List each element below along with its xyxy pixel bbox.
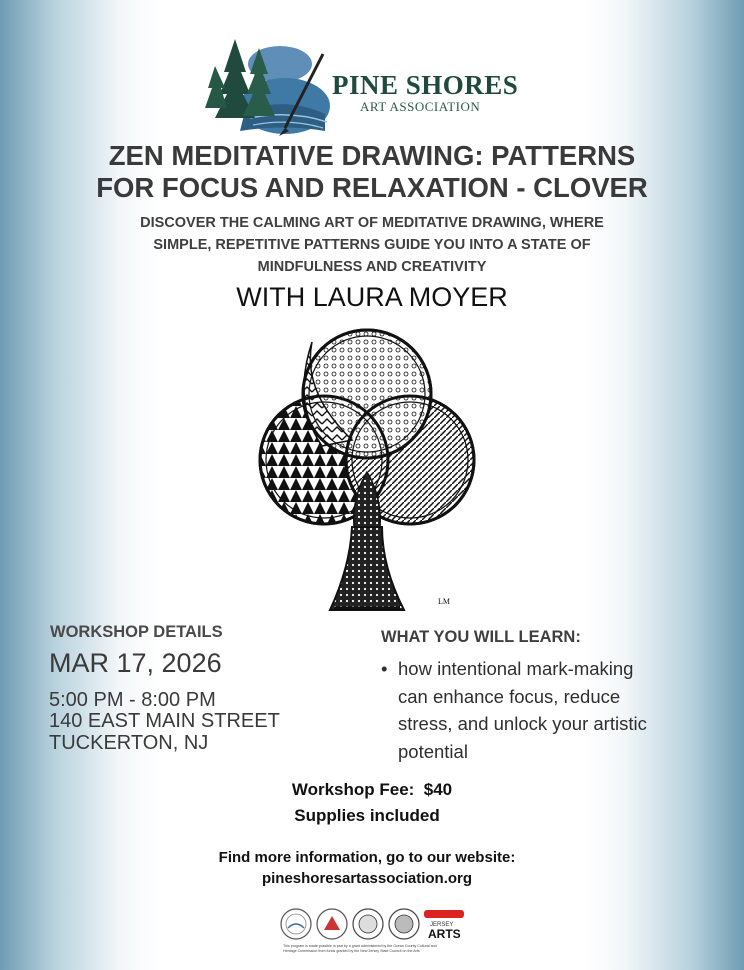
logo-mark-icon xyxy=(205,39,330,136)
sponsor-logos xyxy=(280,906,466,942)
workshop-fee: Workshop Fee: $40 xyxy=(291,780,453,799)
workshop-time: 5:00 PM - 8:00 PM xyxy=(49,689,216,711)
learn-item-line: how intentional mark-making xyxy=(398,658,634,679)
jersey-arts-small-text: JERSEY xyxy=(430,922,454,928)
event-title xyxy=(40,140,704,204)
clover-tree-artwork xyxy=(242,322,492,622)
presenter-name: WITH LAURA MOYER xyxy=(236,282,508,312)
event-subtitle xyxy=(80,212,664,278)
learn-list-item xyxy=(381,655,691,765)
event-subtitle-line: MINDFULNESS AND CREATIVITY xyxy=(257,259,487,275)
event-title-line: FOR FOCUS AND RELAXATION - CLOVER xyxy=(96,172,648,203)
learn-list xyxy=(381,655,691,765)
logo-name: PINE SHORES xyxy=(332,70,519,100)
website-prompt: Find more information, go to our website: xyxy=(218,849,516,866)
logo-subname: ART ASSOCIATION xyxy=(360,99,481,114)
funding-credit-line: Heritage Commission from funds granted by the New Jersey State Council on the Arts xyxy=(283,949,420,953)
funding-credit-line: This program is made possible in part by a grant administered by the Ocean County Cultural and xyxy=(283,944,437,948)
jersey-arts-logo-icon xyxy=(424,910,464,941)
jersey-arts-text: ARTS xyxy=(428,927,461,941)
bullet-icon: • xyxy=(381,658,388,679)
artist-signature: LM xyxy=(438,597,450,606)
workshop-address-line: 140 EAST MAIN STREET xyxy=(49,710,280,732)
learn-item-line: stress, and unlock your artistic xyxy=(398,713,647,734)
event-subtitle-line: DISCOVER THE CALMING ART OF MEDITATIVE DRAWING, WHERE xyxy=(140,215,604,231)
supplies-note: Supplies included xyxy=(294,806,440,825)
website-link[interactable]: pineshoresartassociation.org xyxy=(261,870,473,887)
funding-credit xyxy=(283,944,463,954)
workshop-address-line: TUCKERTON, NJ xyxy=(49,732,209,754)
event-title-line: ZEN MEDITATIVE DRAWING: PATTERNS xyxy=(108,140,636,171)
details-heading: WORKSHOP DETAILS xyxy=(50,623,223,641)
event-subtitle-line: SIMPLE, REPETITIVE PATTERNS GUIDE YOU INTO A STATE OF xyxy=(153,237,591,253)
ocean-county-nj-seal-icon xyxy=(281,909,311,939)
workshop-date: MAR 17, 2026 xyxy=(49,648,222,678)
state-council-arts-seal-icon xyxy=(317,909,347,939)
historical-commission-seal-icon xyxy=(389,909,419,939)
learn-heading: WHAT YOU WILL LEARN: xyxy=(381,628,581,646)
learn-item-line: can enhance focus, reduce xyxy=(398,685,621,707)
learn-item-line: potential xyxy=(398,740,468,762)
county-seal-icon xyxy=(353,909,383,939)
